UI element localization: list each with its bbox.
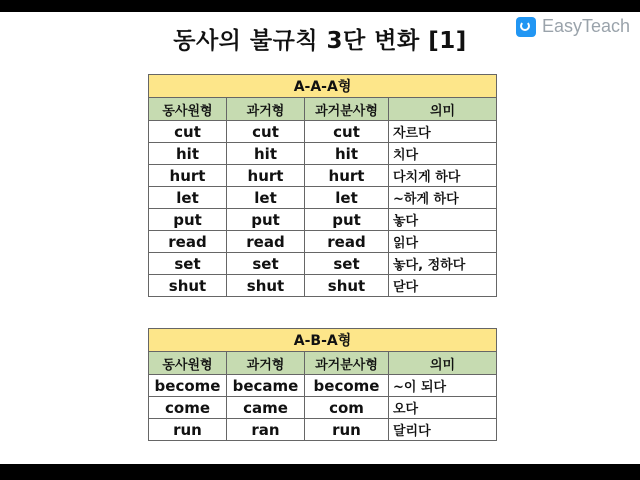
column-header-past: 과거형 (227, 352, 305, 375)
cell-past: hit (227, 143, 305, 165)
brand-watermark (516, 16, 630, 37)
column-header-row (149, 352, 497, 375)
cell-base: shut (149, 275, 227, 297)
cell-meaning: 자르다 (389, 121, 497, 143)
cell-meaning: ~하게 하다 (389, 187, 497, 209)
cell-past-participle: cut (305, 121, 389, 143)
column-header-row (149, 98, 497, 121)
cell-meaning: 놓다 (389, 209, 497, 231)
cell-meaning: 닫다 (389, 275, 497, 297)
table-row (149, 419, 497, 441)
cell-past-participle: let (305, 187, 389, 209)
cell-past: ran (227, 419, 305, 441)
cell-meaning: 치다 (389, 143, 497, 165)
cell-base: hurt (149, 165, 227, 187)
cell-past: shut (227, 275, 305, 297)
table-row (149, 165, 497, 187)
table-row (149, 375, 497, 397)
verb-table-aba (148, 328, 497, 441)
cell-past-participle: become (305, 375, 389, 397)
table-row (149, 143, 497, 165)
table-row (149, 253, 497, 275)
group-label: A-B-A형 (149, 329, 497, 352)
table-row (149, 187, 497, 209)
cell-past: became (227, 375, 305, 397)
cell-past: put (227, 209, 305, 231)
cell-base: let (149, 187, 227, 209)
cell-past-participle: shut (305, 275, 389, 297)
cell-meaning: 오다 (389, 397, 497, 419)
cell-past-participle: run (305, 419, 389, 441)
cell-past: came (227, 397, 305, 419)
cell-past-participle: hit (305, 143, 389, 165)
column-header-past: 과거형 (227, 98, 305, 121)
brand-name: EasyTeach (542, 16, 631, 36)
table-row (149, 121, 497, 143)
table-row (149, 209, 497, 231)
cell-past-participle: hurt (305, 165, 389, 187)
table-row (149, 275, 497, 297)
cell-base: set (149, 253, 227, 275)
cell-past-participle: read (305, 231, 389, 253)
group-header-row (149, 329, 497, 352)
cell-base: become (149, 375, 227, 397)
column-header-base: 동사원형 (149, 98, 227, 121)
cell-past: let (227, 187, 305, 209)
column-header-past-participle: 과거분사형 (305, 352, 389, 375)
cell-meaning: ~이 되다 (389, 375, 497, 397)
cell-past-participle: com (305, 397, 389, 419)
cell-base: hit (149, 143, 227, 165)
verb-table-aaa (148, 74, 497, 297)
cell-meaning: 다치게 하다 (389, 165, 497, 187)
cell-past-participle: set (305, 253, 389, 275)
cell-base: run (149, 419, 227, 441)
column-header-base: 동사원형 (149, 352, 227, 375)
cell-meaning: 읽다 (389, 231, 497, 253)
table-row (149, 397, 497, 419)
group-header-row (149, 75, 497, 98)
column-header-meaning: 의미 (389, 98, 497, 121)
cell-past: set (227, 253, 305, 275)
cell-meaning: 달리다 (389, 419, 497, 441)
cell-past: cut (227, 121, 305, 143)
cell-base: put (149, 209, 227, 231)
cell-base: read (149, 231, 227, 253)
column-header-past-participle: 과거분사형 (305, 98, 389, 121)
table-row (149, 231, 497, 253)
cell-past-participle: put (305, 209, 389, 231)
easyteach-logo-icon (516, 17, 536, 37)
cell-past: read (227, 231, 305, 253)
cell-base: come (149, 397, 227, 419)
page-title: 동사의 불규칙 3단 변화 [1] (173, 28, 467, 54)
group-label: A-A-A형 (149, 75, 497, 98)
column-header-meaning: 의미 (389, 352, 497, 375)
cell-meaning: 놓다, 정하다 (389, 253, 497, 275)
cell-past: hurt (227, 165, 305, 187)
cell-base: cut (149, 121, 227, 143)
slide-page (0, 12, 640, 464)
